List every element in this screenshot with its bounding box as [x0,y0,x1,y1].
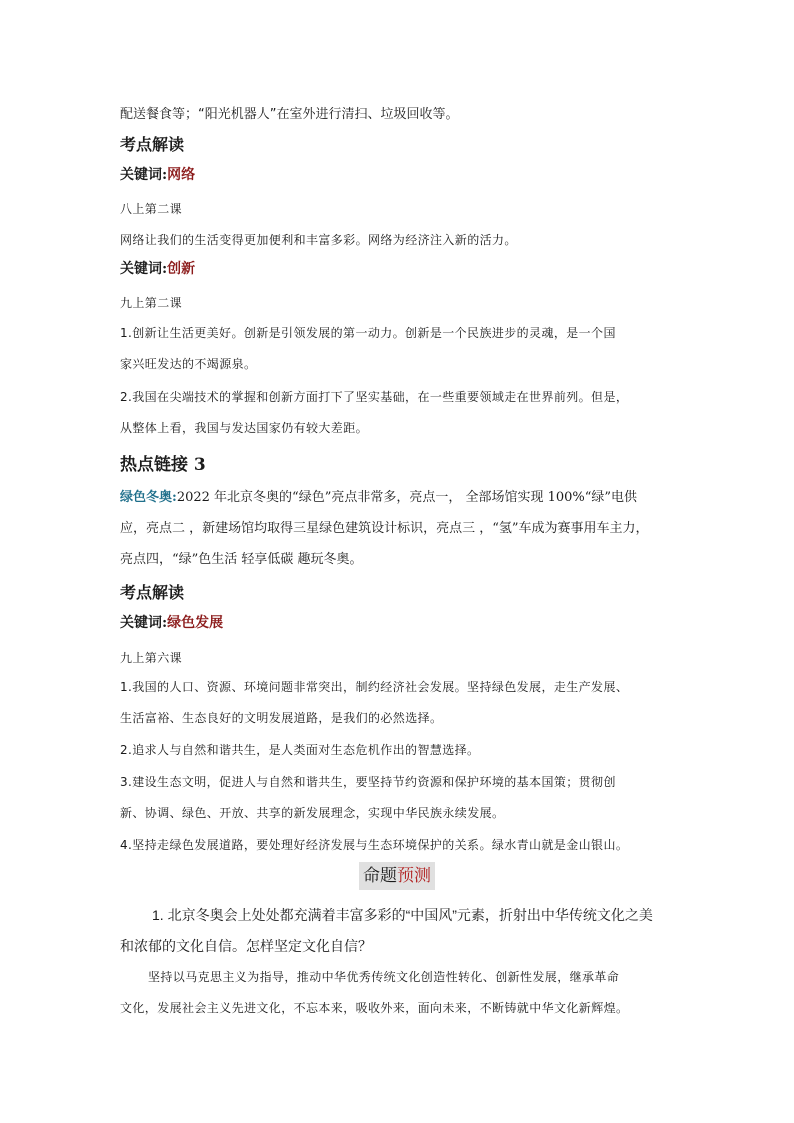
keyword-value: 创新 [167,261,196,277]
section1-heading: 考点解读 [120,135,185,154]
answer-line2: 文化，发展社会主义先进文化，不忘本来，吸收外来，面向未来，不断铸就中华文化新辉煌。 [120,1001,629,1015]
question-line2: 和浓郁的文化自信。怎样坚定文化自信？ [120,938,372,954]
paragraph: 新、协调、绿色、开放、共享的新发展理念，实现中华民族永续发展。 [120,806,505,820]
hotspot-line1 [120,486,637,505]
paragraph: 生活富裕、生态良好的文明发展道路，是我们的必然选择。 [120,711,443,725]
hotspot-text: 2022 年北京冬奥的“绿色”亮点非常多，亮点一， 全部场馆实现 100%“绿”电供 [176,490,638,505]
keyword-label: 关键词: [120,167,168,183]
paragraph: 从整体上看，我国与发达国家仍有较大差距。 [120,421,369,435]
paragraph: 2.我国在尖端技术的掌握和创新方面打下了坚实基础，在一些重要领域走在世界前列。但是， [120,390,629,404]
paragraph: 3.建设生态文明，促进人与自然和谐共生，要坚持节约资源和保护环境的基本国策；贯彻创 [120,775,616,789]
keyword-value: 网络 [167,167,196,183]
hotspot-colon: : [172,490,177,505]
intro-line: 配送餐食等；“阳光机器人”在室外进行清扫、垃圾回收等。 [120,107,459,122]
paragraph: 2.追求人与自然和谐共生，是人类面对生态危机作出的智慧选择。 [120,743,480,757]
paragraph: 4.坚持走绿色发展道路，要处理好经济发展与生态环境保护的关系。绿水青山就是金山银山。 [120,838,629,852]
lesson-ref: 九上第六课 [120,651,183,665]
banner-text: 命题 [363,866,397,886]
keyword-label: 关键词: [120,615,168,631]
keyword-label: 关键词: [120,261,168,277]
banner-text-red: 预测 [397,866,431,886]
prediction-banner [359,862,435,890]
answer-line1: 坚持以马克思主义为指导，推动中华优秀传统文化创造性转化、创新性发展，继承革命 [148,970,620,984]
paragraph: 家兴旺发达的不竭源泉。 [120,357,257,371]
paragraph: 网络让我们的生活变得更加便利和丰富多彩。网络为经济注入新的活力。 [120,233,517,247]
keyword-value: 绿色发展 [167,615,224,631]
question-line1: 1. 北京冬奥会上处处都充满着丰富多彩的“中国风”元素，折射出中华传统文化之美 [152,907,653,923]
keyword-innovation [120,258,195,278]
section2-heading: 考点解读 [120,583,185,602]
lesson-ref: 九上第二课 [120,296,183,310]
paragraph: 1.创新让生活更美好。创新是引领发展的第一动力。创新是一个民族进步的灵魂，是一个国 [120,326,616,340]
hotspot-line3: 亮点四，“绿”色生活 轻享低碳 趣玩冬奥。 [120,552,363,567]
keyword-network [120,164,195,184]
lesson-ref: 八上第二课 [120,202,183,216]
hotspot-label: 绿色冬奥 [120,490,173,505]
paragraph: 1.我国的人口、资源、环境问题非常突出，制约经济社会发展。坚持绿色发展，走生产发展、 [120,680,629,694]
hotspot-line2: 应，亮点二 ，新建场馆均取得三星绿色建筑设计标识，亮点三 ，“氢”车成为赛事用车主力， [120,521,649,536]
hotspot-heading: 热点链接 3 [120,455,206,475]
keyword-green-development [120,612,223,632]
